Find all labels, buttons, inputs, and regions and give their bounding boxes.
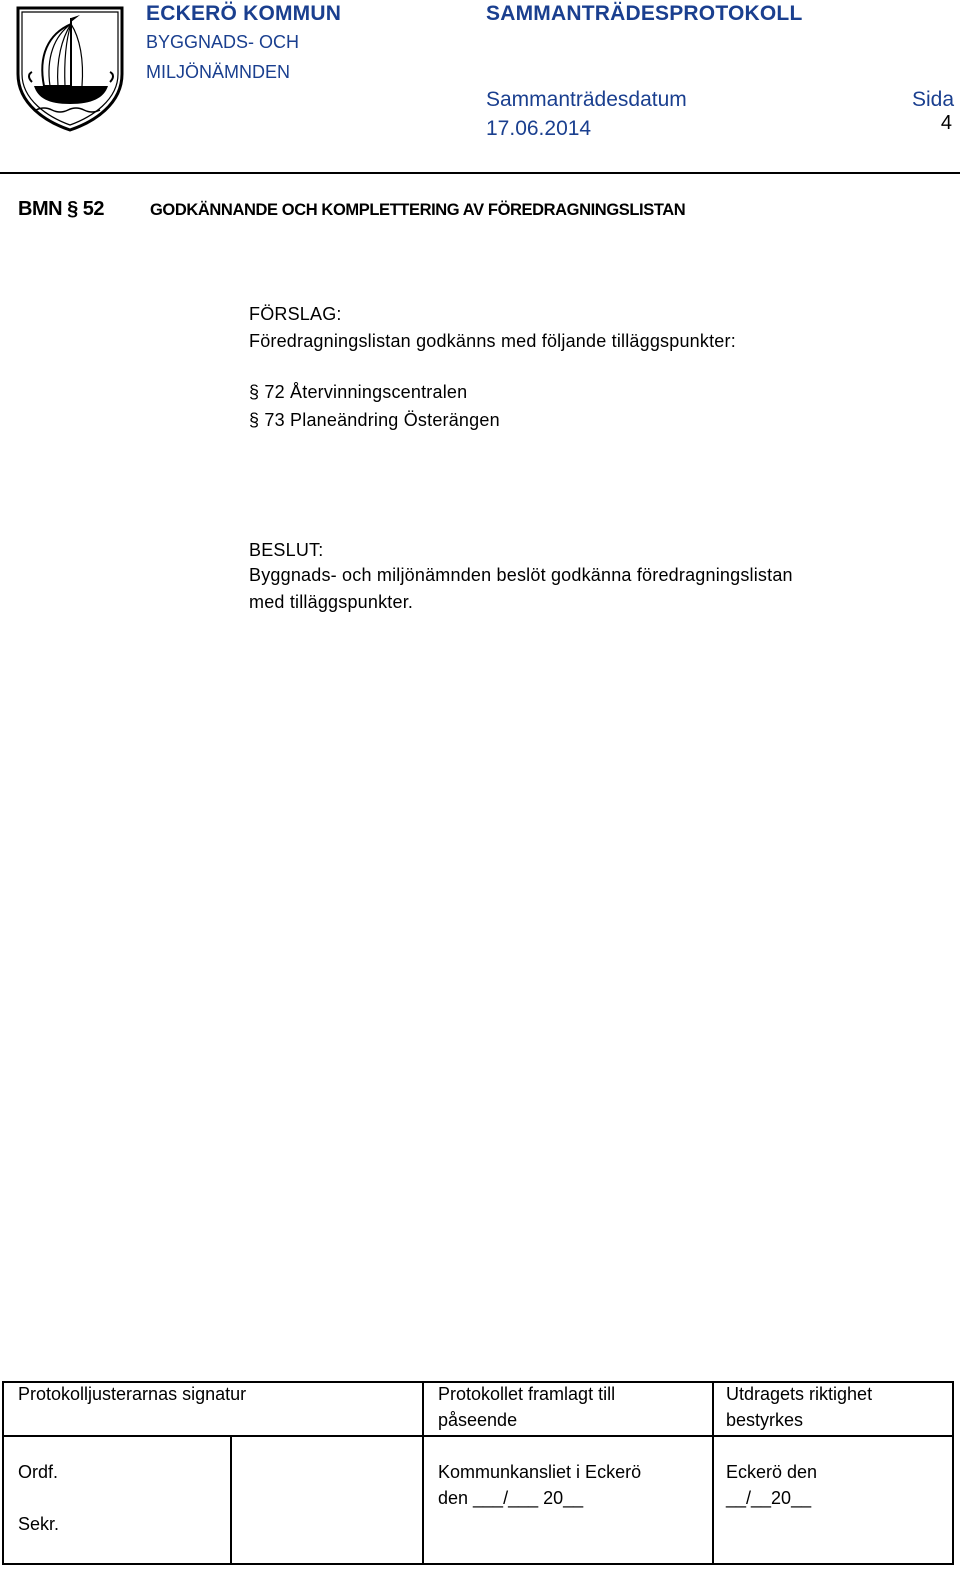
- decision-text-line2: med tilläggspunkter.: [249, 592, 414, 612]
- displayed-location-line1: Kommunkansliet i Eckerö: [438, 1462, 642, 1482]
- document-type: SAMMANTRÄDESPROTOKOLL: [486, 2, 803, 25]
- decision-heading: BESLUT:: [249, 540, 324, 560]
- page-number: 4: [940, 112, 952, 134]
- municipality-name: ECKERÖ KOMMUN: [146, 2, 342, 25]
- section-number: BMN § 52: [18, 198, 105, 220]
- municipality-crest-icon: [14, 4, 126, 132]
- board-name-line2: MILJÖNÄMNDEN: [146, 62, 291, 82]
- chairman-label: Ordf.: [18, 1462, 59, 1482]
- section-title: GODKÄNNANDE OCH KOMPLETTERING AV FÖREDRAGNINGSLISTAN: [150, 201, 686, 219]
- displayed-header-line2: påseende: [438, 1410, 518, 1430]
- table-divider: [230, 1435, 232, 1563]
- decision-text-line1: Byggnads- och miljönämnden beslöt godkänna föredragningslistan: [249, 565, 793, 585]
- page-label: Sida: [911, 88, 954, 111]
- table-divider: [712, 1383, 714, 1563]
- signature-column-header: Protokolljusterarnas signatur: [18, 1384, 247, 1404]
- certified-header-line1: Utdragets riktighet: [726, 1384, 873, 1404]
- displayed-date-blank: den ___/___ 20__: [438, 1488, 584, 1508]
- proposal-text: Föredragningslistan godkänns med följande tilläggspunkter:: [249, 331, 736, 351]
- signature-table: [2, 1381, 954, 1565]
- certified-header-line2: bestyrkes: [726, 1410, 804, 1430]
- table-divider: [422, 1383, 424, 1563]
- meeting-date-value: 17.06.2014: [486, 117, 592, 140]
- displayed-header-line1: Protokollet framlagt till: [438, 1384, 616, 1404]
- list-item: § 72 Återvinningscentralen: [249, 382, 468, 402]
- certified-location: [726, 1459, 817, 1511]
- list-item: § 73 Planeändring Österängen: [249, 410, 500, 430]
- proposal-heading: FÖRSLAG:: [249, 304, 342, 324]
- certified-location-line1: Eckerö den: [726, 1462, 818, 1482]
- certified-column-header: [726, 1381, 872, 1433]
- meeting-date-label: Sammanträdesdatum: [486, 88, 687, 111]
- secretary-label: Sekr.: [18, 1514, 60, 1534]
- displayed-location: [438, 1459, 641, 1511]
- table-divider: [4, 1435, 952, 1437]
- displayed-column-header: [438, 1381, 615, 1433]
- header-divider: [0, 172, 960, 174]
- board-name-line1: BYGGNADS- OCH: [146, 32, 300, 52]
- certified-date-blank: __/__20__: [726, 1488, 812, 1508]
